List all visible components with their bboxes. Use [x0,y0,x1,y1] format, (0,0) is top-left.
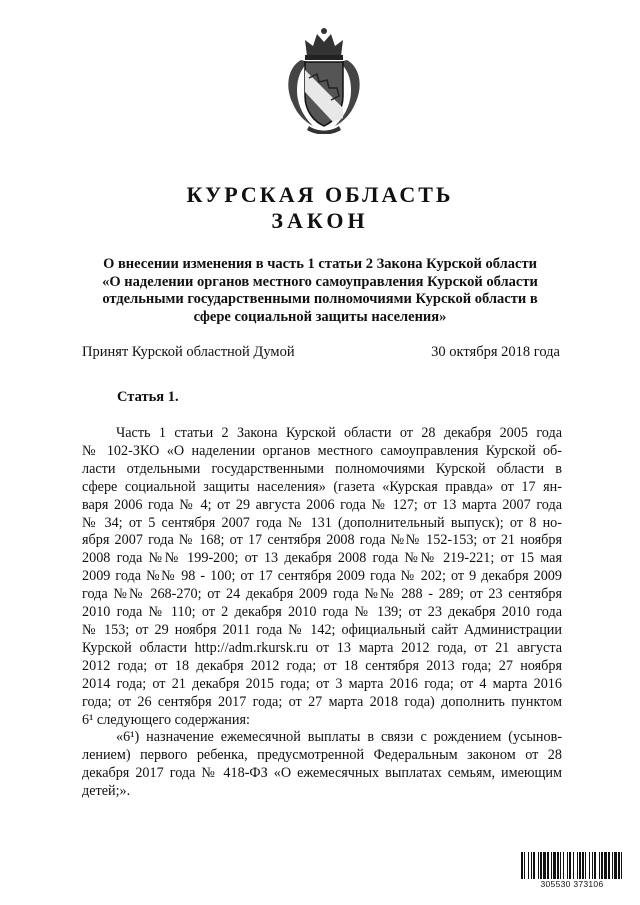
body-line: года №№ 268-270; от 24 декабря 2009 года №№ 288 - 289; от 23 сентября [82,586,562,603]
document-kind: ЗАКОН [271,208,369,233]
body-line: № 102-ЗКО «О наделении органов местного самоуправления Курской об- [82,442,562,459]
body-line: 2008 года №№ 199-200; от 13 декабря 2008 года №№ 219-221; от 15 мая [82,550,562,567]
article-heading: Статья 1. [117,389,179,405]
adopted-by: Принят Курской областной Думой [82,344,295,360]
body-line: года; от 26 сентября 2017 года; от 27 марта 2018 года) дополнить пунктом [82,693,562,710]
region-name: КУРСКАЯ ОБЛАСТЬ [186,182,454,207]
body-line: декабря 2017 года № 418-ФЗ «О ежемесячных выплатах семьям, имеющим [82,765,562,782]
body-line: 2009 года №№ 98 - 100; от 17 сентября 2009 года № 202; от 9 декабря 2009 [82,568,562,585]
law-title-line: сфере социальной защиты населения» [193,308,447,325]
body-line: 6¹ следующего содержания: [82,711,250,728]
barcode-number: 305530 373106 [519,879,625,889]
body-line: № 34; от 5 сентября 2007 года № 131 (дополнительный выпуск); от 8 но- [82,514,562,531]
body-line: Курской области http://adm.rkursk.ru от 13 марта 2012 года, от 21 августа [82,639,562,656]
body-line: Часть 1 статьи 2 Закона Курской области от 28 декабря 2005 года [116,425,562,441]
law-title-line: О внесении изменения в часть 1 статьи 2 Закона Курской области [103,256,537,272]
body-line: 2010 года № 110; от 2 декабря 2010 года № 139; от 23 декабря 2010 года [82,604,562,621]
body-line: № 153; от 29 ноября 2011 года № 142; официальный сайт Администрации [82,621,562,638]
article-body [82,425,562,801]
law-title [80,256,560,326]
body-line: 2014 года; от 21 декабря 2015 года; от 3 марта 2016 года; от 4 марта 2016 [82,675,562,692]
law-title-line: отдельными государственными полномочиями Курской области в [102,291,538,307]
body-line: ября 2007 года № 168; от 17 сентября 2008 года №№ 152-153; от 21 ноября [82,532,562,549]
body-line: сфере социальной защиты населения» (газета «Курская правда» от 17 ян- [82,478,562,495]
body-line: детей;». [82,783,131,800]
body-line: варя 2006 года № 4; от 29 августа 2006 года № 127; от 13 марта 2007 года [82,496,562,513]
coat-of-arms-emblem [283,26,365,134]
law-title-line: «О наделении органов местного самоуправления Курской области [102,273,538,290]
adoption-date: 30 октября 2018 года [431,344,560,360]
body-line: 2012 года; от 18 декабря 2012 года; от 18 сентября 2013 года; 27 ноября [82,657,562,674]
body-line: «6¹) назначение ежемесячной выплаты в связи с рождением (усынов- [116,729,562,746]
body-line: ласти отдельными государственными полномочиями Курской области в [82,460,562,477]
body-line: лением) первого ребенка, предусмотренной Федеральным законом от 28 [82,747,562,764]
